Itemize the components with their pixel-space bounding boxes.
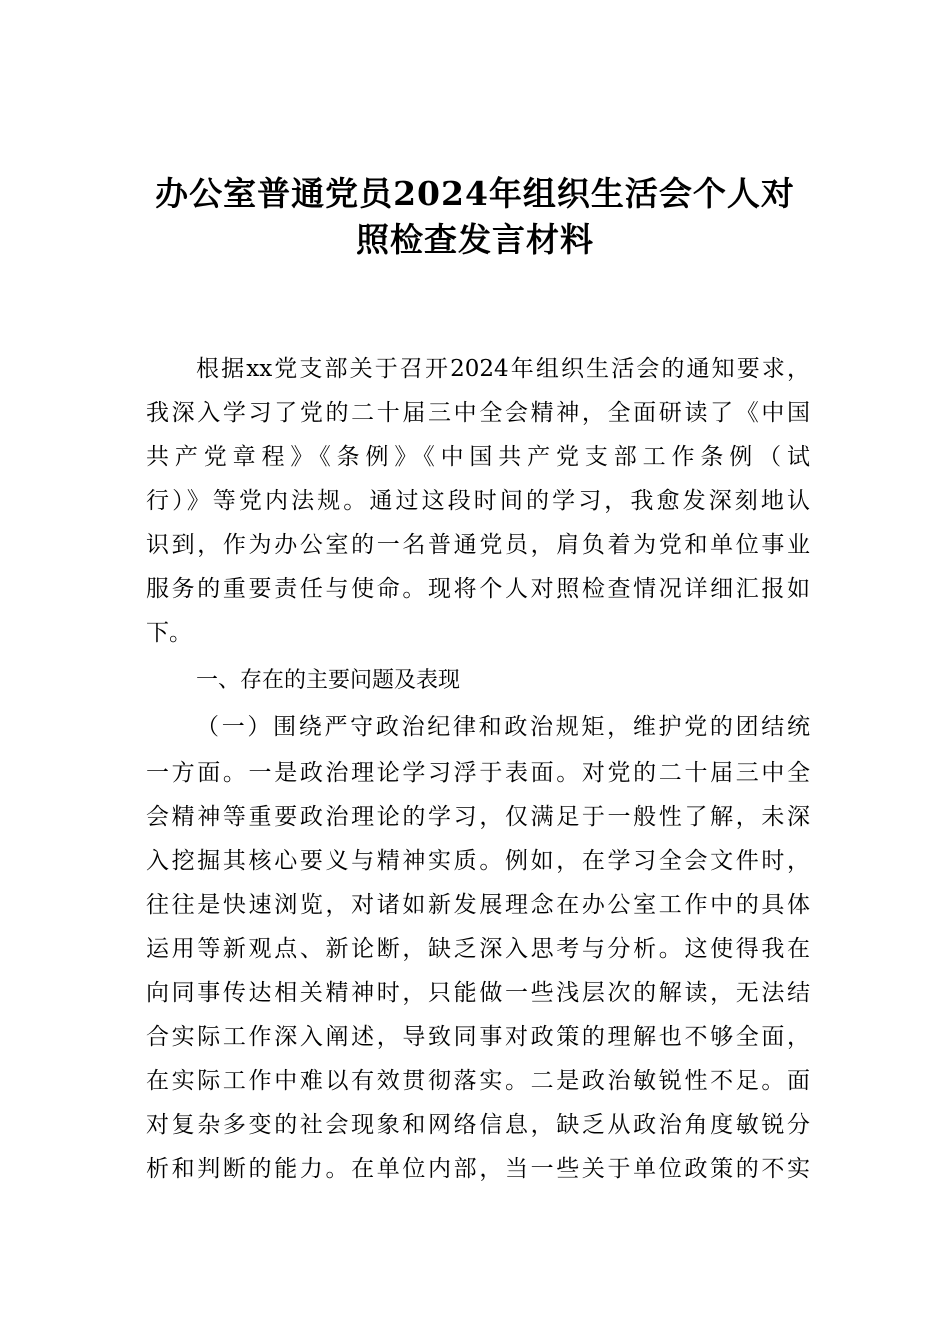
subsection-paragraph-line: （一）围绕严守政治纪律和政治规矩，维护党的团结统	[196, 714, 810, 740]
subsection-paragraph-line: 向同事传达相关精神时，只能做一些浅层次的解读，无法结	[146, 980, 810, 1006]
subsection-paragraph-line: 析和判断的能力。在单位内部，当一些关于单位政策的不实	[146, 1156, 810, 1182]
subsection-paragraph-line: 一方面。一是政治理论学习浮于表面。对党的二十届三中全	[146, 760, 810, 786]
section-heading: 一、存在的主要问题及表现	[196, 668, 461, 693]
subsection-paragraph-line: 会精神等重要政治理论的学习，仅满足于一般性了解，未深	[146, 804, 810, 830]
intro-paragraph-line: 共产党章程》《条例》《中国共产党支部工作条例（试	[146, 444, 810, 470]
intro-paragraph-line: 下。	[146, 620, 192, 646]
intro-paragraph-line: 根据xx党支部关于召开2024年组织生活会的通知要求，	[196, 356, 810, 382]
subsection-paragraph-line: 在实际工作中难以有效贯彻落实。二是政治敏锐性不足。面	[146, 1068, 810, 1094]
intro-paragraph-line: 我深入学习了党的二十届三中全会精神，全面研读了《中国	[146, 400, 810, 426]
intro-paragraph-line: 识到，作为办公室的一名普通党员，肩负着为党和单位事业	[146, 532, 810, 558]
subsection-paragraph-line: 对复杂多变的社会现象和网络信息，缺乏从政治角度敏锐分	[146, 1112, 810, 1138]
subsection-paragraph-line: 往往是快速浏览，对诸如新发展理念在办公室工作中的具体	[146, 892, 810, 918]
document-title-line-1: 办公室普通党员2024年组织生活会个人对	[155, 174, 795, 213]
intro-paragraph-line: 行）》等党内法规。通过这段时间的学习，我愈发深刻地认	[146, 488, 810, 514]
subsection-paragraph-line: 运用等新观点、新论断，缺乏深入思考与分析。这使得我在	[146, 936, 810, 962]
document-title-line-2: 照检查发言材料	[356, 220, 594, 259]
subsection-paragraph-line: 入挖掘其核心要义与精神实质。例如，在学习全会文件时，	[146, 848, 810, 874]
intro-paragraph-line: 服务的重要责任与使命。现将个人对照检查情况详细汇报如	[146, 576, 810, 602]
subsection-paragraph-line: 合实际工作深入阐述，导致同事对政策的理解也不够全面，	[146, 1024, 810, 1050]
